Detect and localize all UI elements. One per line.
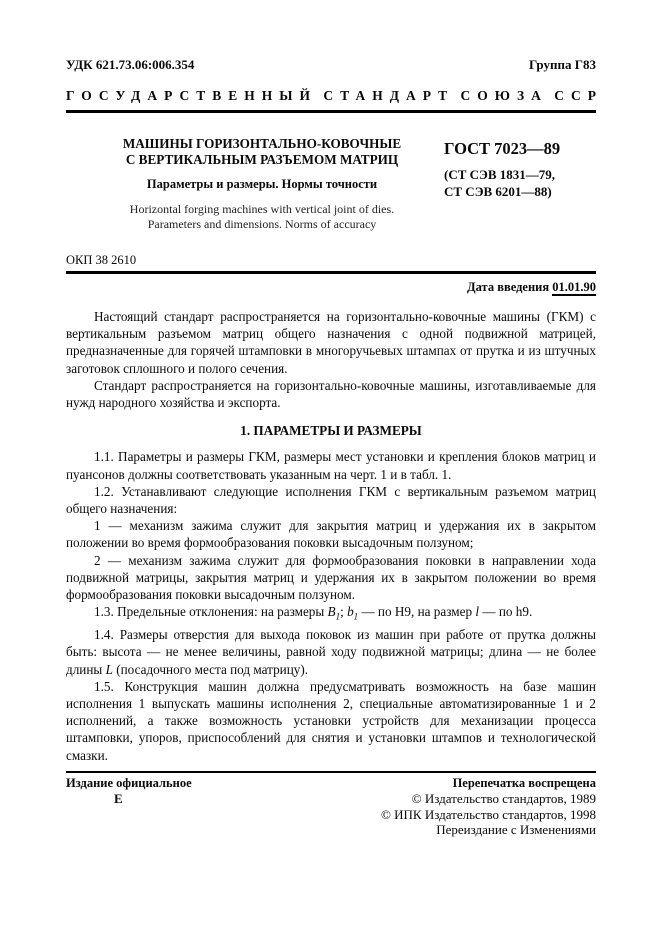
title-left-column [66,136,444,232]
copyright-line-1989: © Издательство стандартов, 1989 [411,791,596,806]
header-rule [66,110,596,113]
title-en-line2: Parameters and dimensions. Norms of accuracy [147,217,377,231]
title-right-column [444,136,596,232]
okp-code: ОКП 38 2610 [66,253,137,267]
edition-letter: Е [114,791,123,806]
document-title-ru [94,136,430,167]
classification-row [66,57,596,73]
reissue-note: Переиздание с Изменениями [436,822,596,837]
intro-paragraph-2: Стандарт распространяется на горизонтально-ковочные машины, изготавливаемые для нужд народного хозяйства и экспорта. [66,377,596,411]
clause-1-2-item-1: 1 — механизм зажима служит для закрытия матриц и удержания их в закрытом положении во время формообразования поковки высадочным ползуном; [66,518,596,551]
reprint-notice: Перепечатка воспрещена [452,776,596,790]
clause-1-2-item-2: 2 — механизм зажима служит для формообразования поковки в направлении хода подвижной матрицы, закрытия матриц и удержания их в закрытом положении во время формообразования поковки высадочным ползуном. [66,552,596,603]
title-ru-line2: С ВЕРТИКАЛЬНЫМ РАЗЪЕМОМ МАТРИЦ [125,151,399,167]
effective-date-label: Дата введения [467,280,550,294]
clause-1-3: 1.3. Предельные отклонения: на размеры $B_1$; $b_1$ — по Н9, на размер l — по h9. [94,604,533,622]
banner-word: ГОСУДАРСТВЕННЫЙ [66,88,318,103]
banner-word: СТАНДАРТ [323,88,455,103]
copyright-line-1998: © ИПК Издательство стандартов, 1998 [381,806,596,822]
document-subtitle-ru: Параметры и размеры. Нормы точности [146,177,378,191]
footer-notice-row [66,776,596,791]
clause-1-1: 1.1. Параметры и размеры ГКМ, размеры мест установки и крепления блоков матриц и пуансонов должны соответствовать указанным на черт. 1 и в табл. 1. [66,449,596,482]
st-sev-line2: СТ СЭВ 6201—88) [444,183,552,199]
effective-date-value: 01.01.90 [552,280,596,294]
clause-1-4: 1.4. Размеры отверстия для выхода поковок из машин при работе от прутка должны быть: высота — не менее величины, равной ходу подвижной матрицы; длина — не более длины L (посадочного места под матрицу). [66,627,596,677]
banner-word: СОЮЗА [460,88,548,103]
section-1-heading: 1. ПАРАМЕТРЫ И РАЗМЕРЫ [240,423,422,439]
copyright-block [381,791,596,838]
group-label: Группа Г83 [528,57,596,72]
page-footer [66,771,596,838]
document-title-en [94,202,430,232]
clause-1-5: 1.5. Конструкция машин должна предусматривать возможность на базе машин исполнения 1 выпускать машины исполнения 2, специальные автоматизированные 1 и 2 исполнений, а также возможность установки устройств для механизации процесса штамповки, упоров, приспособлений для снятия и установки штампов и технологической смазки. [66,678,596,763]
okp-rule [66,271,596,274]
st-sev-line1: (СТ СЭВ 1831—79, [444,167,556,182]
effective-date-row [66,280,596,295]
st-sev-references [444,167,596,200]
document-body [66,308,596,764]
official-edition-label: Издание официальное [66,776,192,790]
udk-number: УДК 621.73.06:006.354 [66,57,195,72]
clause-1-2: 1.2. Устанавливают следующие исполнения ГКМ с вертикальным разъемом матриц общего назначения: [66,483,596,517]
footer-copyright-row [66,791,596,838]
footer-rule [66,771,596,773]
title-ru-line1: МАШИНЫ ГОРИЗОНТАЛЬНО-КОВОЧНЫЕ [122,136,402,151]
title-en-line1: Horizontal forging machines with vertical joint of dies. [129,202,395,216]
banner-word: ССР [554,88,603,103]
title-section [66,136,596,232]
page-content [66,57,603,764]
intro-paragraph-1: Настоящий стандарт распространяется на горизонтально-ковочные машины (ГКМ) с вертикальным разъемом матриц общего назначения с одной подвижной матрицей, предназначенные для горячей штамповки в многоручьевых штампах от прутка и из штучных заготовок сплошного и полого сечения. [66,309,596,376]
gost-designation: ГОСТ 7023—89 [444,139,561,158]
state-standard-banner [66,88,603,104]
